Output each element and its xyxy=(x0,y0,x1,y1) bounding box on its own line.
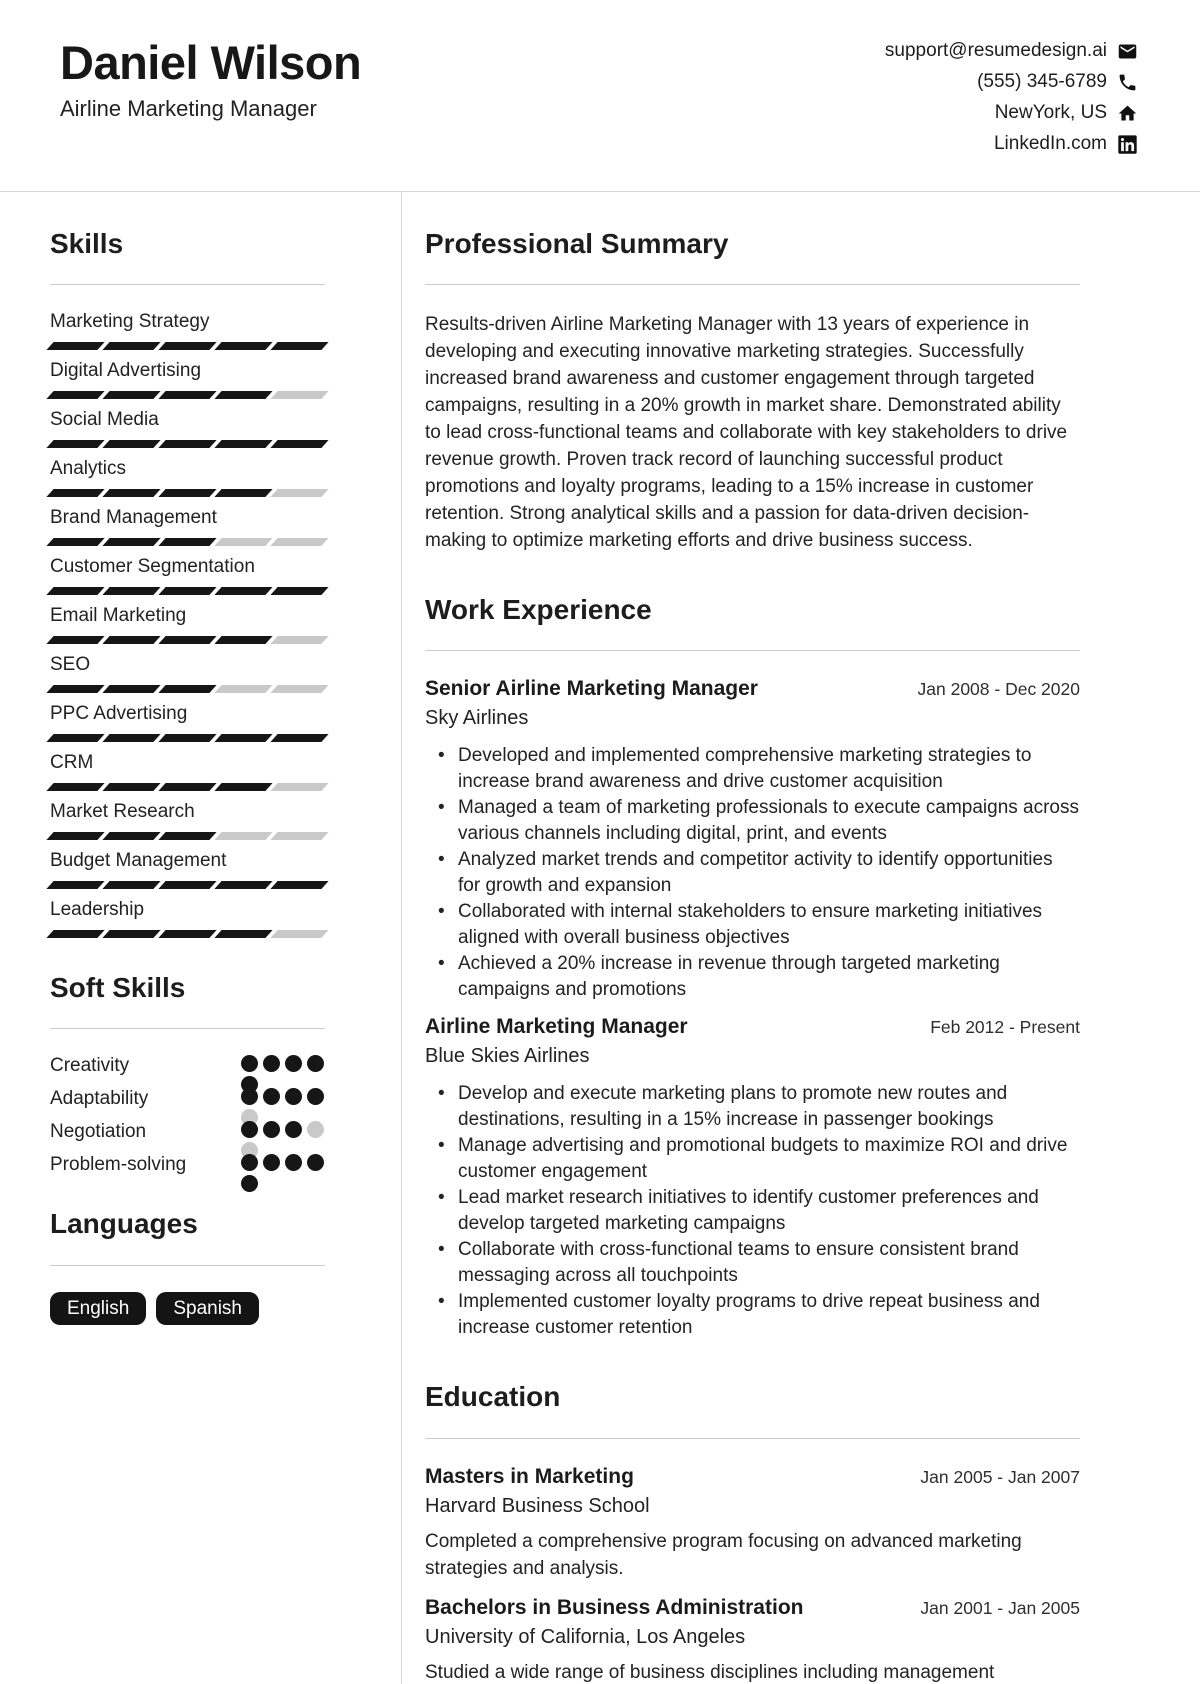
skill-bar-segment xyxy=(102,881,160,889)
body-columns xyxy=(0,192,1200,1684)
rating-dot xyxy=(285,1154,302,1171)
school-name: Harvard Business School xyxy=(425,1494,650,1517)
job-bullets xyxy=(425,743,1080,1003)
skill-level-bar xyxy=(50,440,325,448)
skill-item xyxy=(50,654,325,693)
section-divider xyxy=(50,1265,325,1266)
job-bullets xyxy=(425,1081,1080,1341)
skill-item xyxy=(50,899,325,938)
soft-skill-name: Adaptability xyxy=(50,1088,149,1110)
skill-bar-segment xyxy=(102,930,160,938)
skill-bar-segment xyxy=(102,636,160,644)
skill-bar-segment xyxy=(214,832,272,840)
header xyxy=(0,0,1200,192)
skill-item xyxy=(50,360,325,399)
rating-dot xyxy=(263,1121,280,1138)
job-bullet: • Implemented customer loyalty programs to drive repeat business and increase customer retention xyxy=(425,1289,1080,1341)
main-content xyxy=(402,192,1200,1684)
rating-dot xyxy=(285,1088,302,1105)
summary-section xyxy=(425,228,1080,554)
school-name: University of California, Los Angeles xyxy=(425,1625,746,1648)
skill-bar-segment xyxy=(102,342,160,350)
skill-item xyxy=(50,507,325,546)
skill-level-bar xyxy=(50,734,325,742)
education-entry-header xyxy=(425,1596,1080,1620)
skill-level-bar xyxy=(50,881,325,889)
skill-bar-segment xyxy=(102,538,160,546)
skill-item xyxy=(50,703,325,742)
skill-bar-segment xyxy=(46,734,104,742)
rating-dot xyxy=(241,1055,258,1072)
language-pill: Spanish xyxy=(156,1292,259,1325)
skill-bar-segment xyxy=(46,783,104,791)
skill-bar-segment xyxy=(46,342,104,350)
soft-skills-section xyxy=(50,972,325,1174)
skill-bar-segment xyxy=(158,685,216,693)
job-entry xyxy=(425,677,1080,1003)
education-heading: Education xyxy=(425,1381,561,1413)
skill-level-bar xyxy=(50,930,325,938)
skill-bar-segment xyxy=(158,538,216,546)
skill-item xyxy=(50,850,325,889)
skills-list xyxy=(50,311,325,938)
soft-skill-name: Creativity xyxy=(50,1055,130,1077)
linkedin-icon xyxy=(1117,134,1138,155)
skill-bar-segment xyxy=(46,440,104,448)
soft-skill-item xyxy=(50,1088,325,1108)
skill-bar-segment xyxy=(214,391,272,399)
skill-bar-segment xyxy=(270,342,328,350)
skill-bar-segment xyxy=(270,832,328,840)
skills-section xyxy=(50,228,325,938)
sidebar xyxy=(0,192,402,1684)
skill-bar-segment xyxy=(270,930,328,938)
skill-item xyxy=(50,605,325,644)
job-dates: Jan 2008 - Dec 2020 xyxy=(917,679,1080,700)
skill-level-bar xyxy=(50,832,325,840)
job-bullet: • Developed and implemented comprehensive marketing strategies to increase brand awareness and drive customer acquisition xyxy=(425,743,1080,795)
skill-bar-segment xyxy=(214,930,272,938)
skill-bar-segment xyxy=(158,734,216,742)
education-description: Completed a comprehensive program focusing on advanced marketing strategies and analysis. xyxy=(425,1530,1022,1579)
job-bullet: • Collaborated with internal stakeholders to ensure marketing initiatives aligned with overall business objectives xyxy=(425,899,1080,951)
rating-dot xyxy=(285,1055,302,1072)
skill-bar-segment xyxy=(214,342,272,350)
skill-bar-segment xyxy=(270,587,328,595)
contact-row xyxy=(995,102,1138,124)
skill-bar-segment xyxy=(102,489,160,497)
skill-bar-segment xyxy=(46,587,104,595)
skill-bar-segment xyxy=(214,685,272,693)
skill-name: Leadership xyxy=(50,899,145,921)
job-bullet: • Managed a team of marketing professionals to execute campaigns across various channels including digital, print, and events xyxy=(425,795,1080,847)
skill-name: Email Marketing xyxy=(50,605,187,627)
education-entry-header xyxy=(425,1465,1080,1489)
job-entry-header xyxy=(425,677,1080,701)
rating-dot xyxy=(307,1055,324,1072)
soft-skill-item xyxy=(50,1121,325,1141)
soft-skill-item xyxy=(50,1154,325,1174)
skill-level-bar xyxy=(50,685,325,693)
contact-row xyxy=(885,40,1138,62)
skill-bar-segment xyxy=(46,636,104,644)
skill-item xyxy=(50,311,325,350)
skill-item xyxy=(50,458,325,497)
skill-bar-segment xyxy=(158,881,216,889)
section-divider xyxy=(425,1438,1080,1439)
rating-dot xyxy=(285,1121,302,1138)
skill-name: Customer Segmentation xyxy=(50,556,255,578)
skill-level-bar xyxy=(50,587,325,595)
skill-name: Brand Management xyxy=(50,507,217,529)
skill-name: Social Media xyxy=(50,409,159,431)
skill-bar-segment xyxy=(270,734,328,742)
experience-heading: Work Experience xyxy=(425,594,652,626)
email-icon xyxy=(1117,41,1138,62)
job-entry xyxy=(425,1015,1080,1341)
education-section xyxy=(425,1381,1080,1684)
skill-name: SEO xyxy=(50,654,91,676)
skill-bar-segment xyxy=(214,636,272,644)
rating-dot xyxy=(241,1154,258,1171)
skill-name: Market Research xyxy=(50,801,195,823)
skill-bar-segment xyxy=(214,783,272,791)
rating-dot xyxy=(307,1088,324,1105)
skill-bar-segment xyxy=(214,881,272,889)
job-bullet: • Manage advertising and promotional budgets to maximize ROI and drive customer engagement xyxy=(425,1133,1080,1185)
job-bullet: • Lead market research initiatives to identify customer preferences and develop targeted marketing campaigns xyxy=(425,1185,1080,1237)
rating-dot xyxy=(241,1175,258,1192)
education-dates: Jan 2005 - Jan 2007 xyxy=(920,1466,1080,1487)
jobs-list xyxy=(425,677,1080,1341)
skill-bar-segment xyxy=(158,783,216,791)
contact-list xyxy=(885,38,1138,155)
skill-bar-segment xyxy=(46,881,104,889)
skill-name: Budget Management xyxy=(50,850,227,872)
soft-skill-item xyxy=(50,1055,325,1075)
skill-name: Digital Advertising xyxy=(50,360,202,382)
education-description: Studied a wide range of business disciplines including management xyxy=(425,1661,995,1683)
skill-bar-segment xyxy=(158,930,216,938)
skill-bar-segment xyxy=(46,489,104,497)
summary-text: Results-driven Airline Marketing Manager with 13 years of experience in developing and executing innovative marketing strategies. Successfully increased brand awareness and customer engagement through targeted campaigns, resulting in a 20% growth in market share. Demonstrated ability to lead cross-functional teams and collaborate with key stakeholders to drive revenue growth. Proven track record of launching successful product promotions and loyalty programs, leading to a 15% increase in customer retention. Strong analytical skills and a passion for data-driven decision-making to optimize marketing efforts and drive business success. xyxy=(425,314,1068,552)
skill-bar-segment xyxy=(158,587,216,595)
job-title: Airline Marketing Manager xyxy=(425,1015,688,1039)
skill-bar-segment xyxy=(270,391,328,399)
rating-dot xyxy=(263,1088,280,1105)
languages-list xyxy=(50,1292,325,1325)
section-divider xyxy=(425,284,1080,285)
skill-level-bar xyxy=(50,342,325,350)
education-dates: Jan 2001 - Jan 2005 xyxy=(920,1597,1080,1618)
contact-text: LinkedIn.com xyxy=(993,133,1107,154)
rating-dot xyxy=(307,1121,324,1138)
skill-bar-segment xyxy=(270,685,328,693)
summary-heading: Professional Summary xyxy=(425,228,729,259)
contact-row xyxy=(977,71,1138,93)
rating-dot xyxy=(241,1121,258,1138)
rating-dot xyxy=(263,1154,280,1171)
skill-name: Analytics xyxy=(50,458,127,480)
degree-title: Masters in Marketing xyxy=(425,1464,634,1488)
soft-skill-dots xyxy=(241,1154,325,1192)
section-divider xyxy=(50,1028,325,1029)
skill-bar-segment xyxy=(102,440,160,448)
skill-item xyxy=(50,556,325,595)
education-entry xyxy=(425,1596,1080,1684)
skill-level-bar xyxy=(50,391,325,399)
skill-bar-segment xyxy=(214,734,272,742)
job-bullet: • Achieved a 20% increase in revenue through targeted marketing campaigns and promotions xyxy=(425,951,1080,1003)
person-job-title: Airline Marketing Manager xyxy=(60,96,317,122)
home-icon xyxy=(1117,103,1138,124)
skill-bar-segment xyxy=(270,783,328,791)
job-dates: Feb 2012 - Present xyxy=(930,1017,1080,1038)
skill-bar-segment xyxy=(102,783,160,791)
section-divider xyxy=(50,284,325,285)
languages-heading: Languages xyxy=(50,1208,198,1240)
languages-section xyxy=(50,1208,325,1324)
skill-bar-segment xyxy=(102,391,160,399)
skill-bar-segment xyxy=(102,734,160,742)
identity-block xyxy=(60,38,361,122)
skill-bar-segment xyxy=(102,587,160,595)
rating-dot xyxy=(263,1055,280,1072)
soft-skills-list xyxy=(50,1055,325,1174)
skill-bar-segment xyxy=(102,685,160,693)
skill-bar-segment xyxy=(158,440,216,448)
section-divider xyxy=(425,650,1080,651)
degree-title: Bachelors in Business Administration xyxy=(425,1595,804,1619)
skill-level-bar xyxy=(50,636,325,644)
soft-skills-heading: Soft Skills xyxy=(50,972,186,1004)
soft-skill-name: Problem-solving xyxy=(50,1154,187,1176)
phone-icon xyxy=(1117,72,1138,93)
skill-bar-segment xyxy=(270,538,328,546)
skill-item xyxy=(50,752,325,791)
job-company: Blue Skies Airlines xyxy=(425,1045,590,1068)
contact-row xyxy=(994,133,1138,155)
skill-bar-segment xyxy=(102,832,160,840)
job-bullet: • Collaborate with cross-functional teams to ensure consistent brand messaging across all touchpoints xyxy=(425,1237,1080,1289)
contact-text: support@resumedesign.ai xyxy=(884,40,1107,61)
experience-section xyxy=(425,594,1080,1341)
skill-bar-segment xyxy=(46,930,104,938)
skill-item xyxy=(50,409,325,448)
skill-level-bar xyxy=(50,538,325,546)
contact-text: (555) 345-6789 xyxy=(977,71,1107,92)
language-pill: English xyxy=(50,1292,146,1325)
skill-bar-segment xyxy=(46,832,104,840)
job-bullet: • Develop and execute marketing plans to promote new routes and destinations, resulting in a 15% increase in passenger bookings xyxy=(425,1081,1080,1133)
skill-bar-segment xyxy=(214,489,272,497)
skill-name: CRM xyxy=(50,752,94,774)
rating-dot xyxy=(307,1154,324,1171)
skills-heading: Skills xyxy=(50,228,124,259)
skill-bar-segment xyxy=(46,391,104,399)
job-company: Sky Airlines xyxy=(425,707,529,730)
education-entry xyxy=(425,1465,1080,1582)
skill-bar-segment xyxy=(158,832,216,840)
skill-bar-segment xyxy=(270,636,328,644)
skill-bar-segment xyxy=(158,391,216,399)
skill-bar-segment xyxy=(270,881,328,889)
skill-bar-segment xyxy=(214,538,272,546)
skill-item xyxy=(50,801,325,840)
skill-level-bar xyxy=(50,489,325,497)
skill-level-bar xyxy=(50,783,325,791)
job-entry-header xyxy=(425,1015,1080,1039)
skill-name: Marketing Strategy xyxy=(50,311,210,333)
skill-bar-segment xyxy=(214,587,272,595)
skill-bar-segment xyxy=(158,342,216,350)
rating-dot xyxy=(241,1088,258,1105)
job-title: Senior Airline Marketing Manager xyxy=(425,677,758,701)
skill-bar-segment xyxy=(214,440,272,448)
person-name: Daniel Wilson xyxy=(60,36,362,89)
skill-name: PPC Advertising xyxy=(50,703,188,725)
skill-bar-segment xyxy=(46,685,104,693)
skill-bar-segment xyxy=(46,538,104,546)
skill-bar-segment xyxy=(158,489,216,497)
contact-text: NewYork, US xyxy=(994,102,1107,123)
job-bullet: • Analyzed market trends and competitor activity to identify opportunities for growth and expansion xyxy=(425,847,1080,899)
education-list xyxy=(425,1465,1080,1684)
soft-skill-name: Negotiation xyxy=(50,1121,147,1143)
skill-bar-segment xyxy=(270,440,328,448)
skill-bar-segment xyxy=(158,636,216,644)
skill-bar-segment xyxy=(270,489,328,497)
